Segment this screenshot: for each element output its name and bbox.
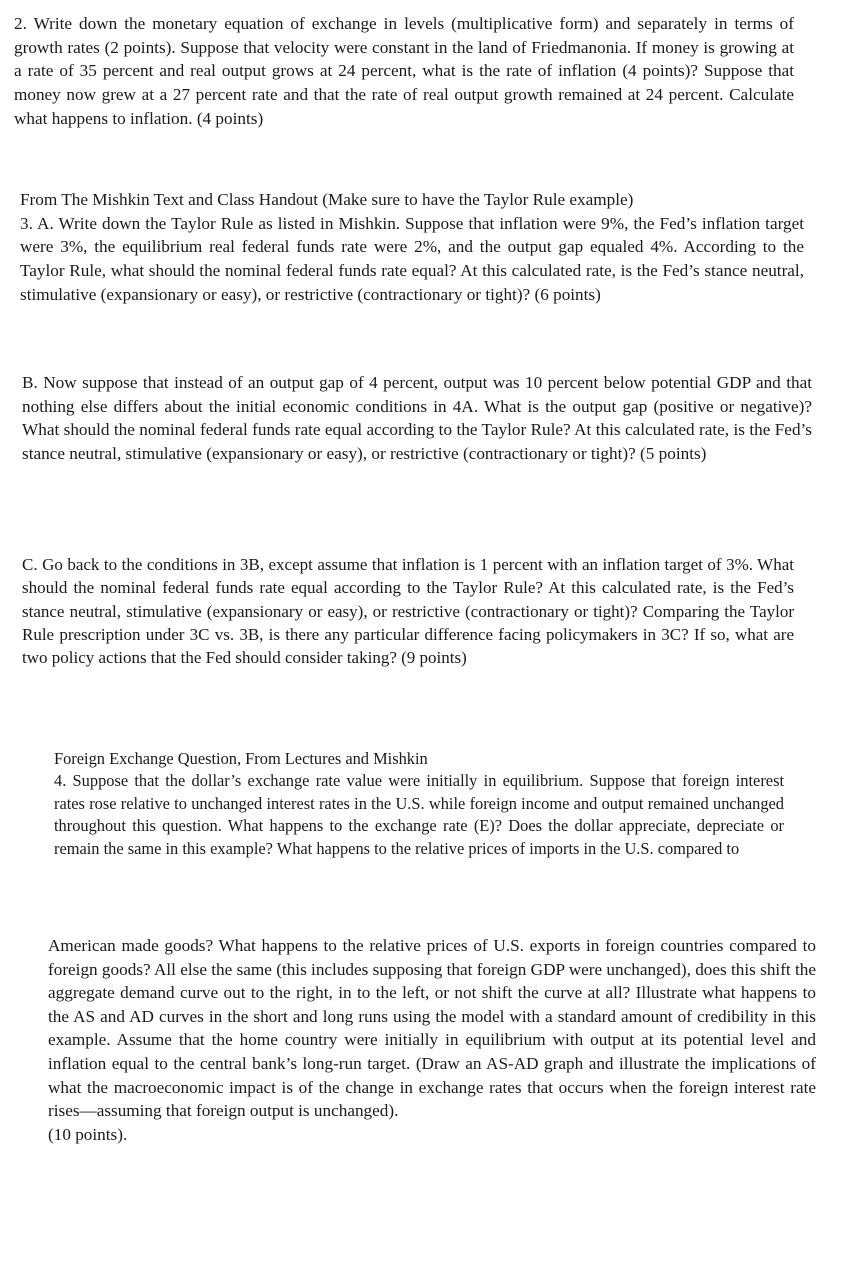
question-3c-text: C. Go back to the conditions in 3B, except assume that inflation is 1 percent with an inflation target of 3%. What should the nominal federal funds rate equal according to the Taylor Rule? At this calculated rate, is the Fed’s stance neutral, stimulative (expansionary or easy), or restrictive (contractionary or tight)? Comparing the Taylor Rule prescription under 3C vs. 3B, is there any particular difference facing policymakers in 3C? If so, what are two policy actions that the Fed should consider taking? (9 points) [22,555,794,668]
question-3a-text: 3. A. Write down the Taylor Rule as listed in Mishkin. Suppose that inflation were 9%, the Fed’s inflation target were 3%, the equilibrium real federal funds rate were 2%, and the output gap equaled 4%. According to the Taylor Rule, what should the nominal federal funds rate equal? At this calculated rate, is the Fed’s stance neutral, stimulative (expansionary or easy), or restrictive (contractionary or tight)? (6 points) [20,213,804,304]
question-4-continuation-text: American made goods? What happens to the relative prices of U.S. exports in foreign countries compared to foreign goods? All else the same (this includes supposing that foreign GDP were unchanged), does this shift the aggregate demand curve out to the right, in to the left, or not shift the curve at all? Illustrate what happens to the AS and AD curves in the short and long runs using the model with a standard amount of credibility in this example. Assume that the home country were initially in equilibrium with output at its potential level and inflation equal to the central bank’s long-run target. (Draw an AS-AD graph and illustrate the implications of what the macroeconomic impact is of the change in exchange rates that occurs when the foreign interest rate rises—assuming that foreign output is unchanged). [48,936,816,1121]
question-4 [54,748,784,860]
question-2 [14,12,794,131]
question-3-header: From The Mishkin Text and Class Handout (Make sure to have the Taylor Rule example) [20,190,634,209]
question-2-text: 2. Write down the monetary equation of exchange in levels (multiplicative form) and separately in terms of growth rates (2 points). Suppose that velocity were constant in the land of Friedmanonia. If money is growing at a rate of 35 percent and real output grows at 24 percent, what is the rate of inflation (4 points)? Suppose that money now grew at a 27 percent rate and that the rate of real output growth remained at 24 percent. Calculate what happens to inflation. (4 points) [14,14,794,128]
question-3b [22,371,812,466]
question-4-text: 4. Suppose that the dollar’s exchange rate value were initially in equilibrium. Suppose that foreign interest rates rose relative to unchanged interest rates in the U.S. while foreign income and output remained unchanged throughout this question. What happens to the exchange rate (E)? Does the dollar appreciate, depreciate or remain the same in this example? What happens to the relative prices of imports in the U.S. compared to [54,771,784,858]
question-4-continuation [48,934,816,1146]
question-4-points: (10 points). [48,1124,128,1144]
question-3b-text: B. Now suppose that instead of an output gap of 4 percent, output was 10 percent below potential GDP and that nothing else differs about the initial economic conditions in 4A. What is the output gap (positive or negative)? What should the nominal federal funds rate equal according to the Taylor Rule? At this calculated rate, is the Fed’s stance neutral, stimulative (expansionary or easy), or restrictive (contractionary or tight)? (5 points) [22,373,812,464]
question-3c [22,553,794,669]
question-3a [20,188,804,307]
question-4-header: Foreign Exchange Question, From Lectures and Mishkin [54,749,428,768]
